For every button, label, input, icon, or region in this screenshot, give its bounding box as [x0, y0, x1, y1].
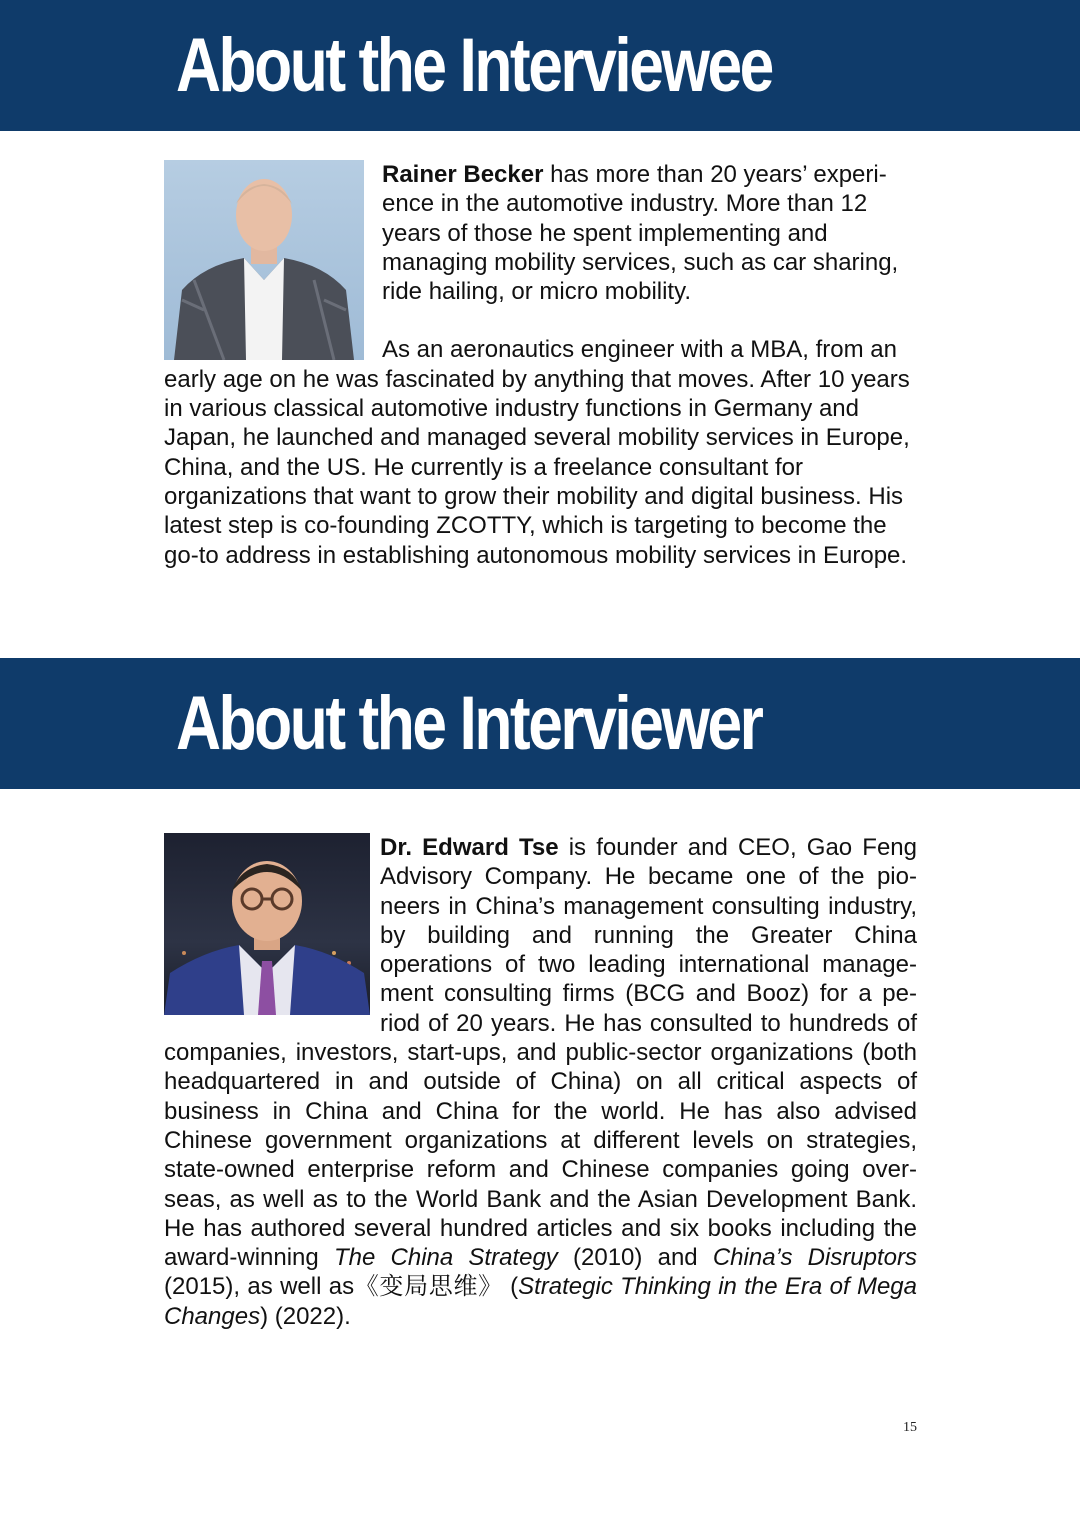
book-title-china-strategy: The China Strategy: [333, 1244, 558, 1272]
interviewee-bio-text-1: has more than 20 years’ experience in the automotive industry. More than 12 years of those he spent implementing and managing mobility services, such as car sharing, ride hailing, or micro mobility.: [382, 161, 899, 306]
interviewer-bio-text-a: is founder and CEO, Gao Feng Advisory Company. He became one of the pioneers in China’s management consulting industry, by building and running the Greater China operations of two leading international management consulting firms (BCG and Booz) for a period of 20 years. He has consulted to hundreds of companies, investors, start-ups, and public-sector organizations (both headquartered in and outside of China) on all critical aspects of business in China and China for the world. He has also advised Chinese government organizations at different levels on strategies, state-owned enterprise reform and Chinese companies going overseas, as well as to the World Bank and the Asian Development Bank. He has authored several hundred articles and six books including the award-winning: [164, 834, 917, 1272]
interviewer-heading: About the Interviewer: [176, 681, 762, 766]
interviewee-name: Rainer Becker: [382, 161, 544, 188]
book-title-strategic-thinking: Strategic Thinking in the Era of Mega Changes: [164, 1273, 917, 1330]
interviewer-name: Dr. Edward Tse: [380, 834, 559, 861]
edward-tse-photo: [164, 833, 370, 1015]
portrait-image: [164, 160, 364, 360]
portrait-image: [164, 833, 370, 1015]
page-number: 15: [903, 1420, 917, 1435]
interviewee-bio-paragraph-2: As an aeronautics engineer with a MBA, from an early age on he was fascinated by anything that moves. After 10 years in various classical automotive industry functions in Germany and Japan, he launched and managed several mobility services in Europe, China, and the US. He currently is a freelance consultant for organizations that want to grow their mobility and digital business. His latest step is co-founding ZCOTTY, which is targeting to become the go-to address in establishing autonomous mobility services in Europe.: [164, 336, 910, 569]
interviewer-bio-text-d: ) (2022).: [260, 1302, 351, 1330]
interviewer-section: [164, 833, 917, 1331]
rainer-becker-photo: [164, 160, 364, 360]
interviewer-bio-text-b: (2010) and: [557, 1244, 713, 1272]
book-title-chinas-disruptors: China’s Disruptors: [712, 1244, 918, 1272]
interviewee-header-banner: [0, 0, 1080, 131]
interviewer-bio-text-c: (2015), as well as《变局思维》 (: [164, 1273, 519, 1301]
interviewee-heading: About the Interviewee: [176, 23, 772, 108]
interviewer-header-banner: [0, 658, 1080, 789]
interviewee-section: [164, 160, 917, 570]
